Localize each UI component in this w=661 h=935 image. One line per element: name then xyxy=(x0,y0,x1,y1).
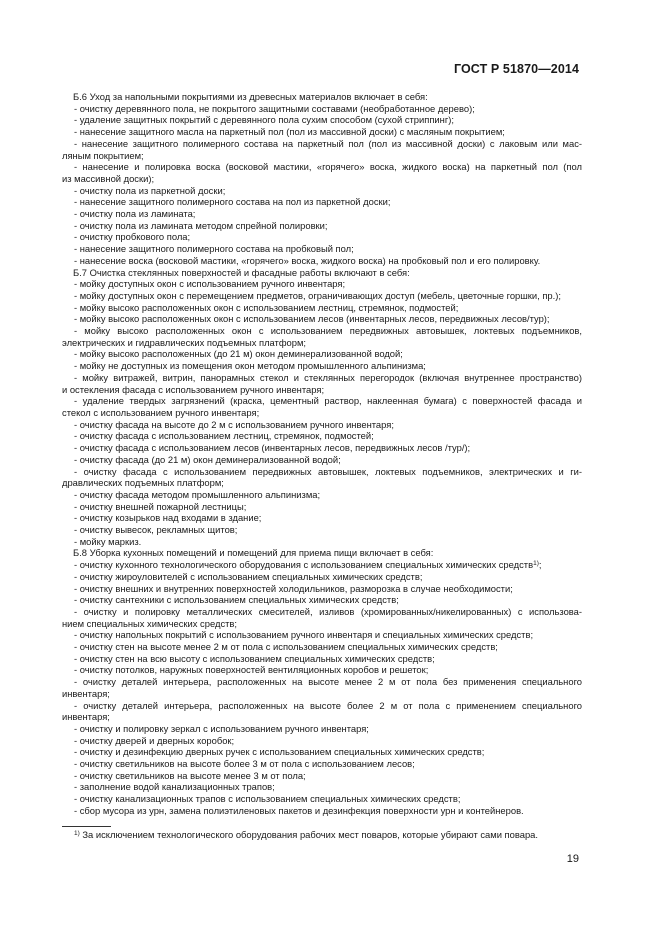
text-line-content: - удаление защитных покрытий с деревянного пола сухим способом (сухой стриппинг); xyxy=(74,114,454,126)
text-line-content: - очистку фасада с использованием лесов (инвентарных лесов, передвижных лесов /тур/); xyxy=(74,442,471,454)
text-line-content: - нанесение защитного полимерного состава на пол из паркетной доски; xyxy=(74,196,391,208)
footnote-reference: 1) xyxy=(533,560,539,568)
text-line xyxy=(62,348,582,360)
text-line xyxy=(62,419,582,431)
text-line-content: - мойку высоко расположенных окон с использованием передвижных автовышек, локтевых подъемников, xyxy=(74,325,582,337)
text-line-content: - очистку и дезинфекцию дверных ручек с использованием специальных химических средств; xyxy=(74,746,485,758)
footnote-divider xyxy=(62,826,111,827)
text-line xyxy=(62,231,582,243)
text-line-content: - очистку внешней пожарной лестницы; xyxy=(74,500,247,512)
text-line xyxy=(62,547,582,559)
text-line-content: стекол с использованием ручного инвентаря; xyxy=(62,406,260,418)
text-line xyxy=(62,337,582,349)
text-line-content: - очистку кухонного технологического оборудования с использованием специальных химических средств xyxy=(74,559,534,571)
text-line-suffix: ; xyxy=(538,559,542,571)
text-line-content: Б.6 Уход за напольными покрытиями из древесных материалов включает в себя: xyxy=(73,91,428,102)
text-line-content: - нанесение и полировка воска (восковой мастики, «горячего» воска, жидкого воска) на паркетный пол (пол xyxy=(74,161,582,173)
text-line xyxy=(62,220,582,232)
text-line xyxy=(62,606,582,618)
text-line-content: - нанесение защитного полимерного состава на пробковый пол; xyxy=(74,243,354,255)
text-line xyxy=(62,489,582,501)
text-line xyxy=(62,559,582,571)
text-line xyxy=(62,395,582,407)
text-line-content: - мойку высоко расположенных (до 21 м) окон деминерализованной водой; xyxy=(74,348,403,360)
text-line-content: - очистку фасада (до 21 м) окон деминерализованной водой; xyxy=(74,453,341,465)
text-line xyxy=(62,770,582,782)
text-line xyxy=(62,103,582,115)
text-line-content: - очистку пола из ламината методом спрейной полировки; xyxy=(74,219,328,231)
text-line xyxy=(62,700,582,712)
text-line xyxy=(62,185,582,197)
text-line xyxy=(62,676,582,688)
text-line xyxy=(62,781,582,793)
text-line xyxy=(62,688,582,700)
text-line xyxy=(62,442,582,454)
text-line xyxy=(62,278,582,290)
text-line-content: из массивной доски); xyxy=(62,172,155,184)
text-line-content: нием специальных химических средств; xyxy=(62,617,238,629)
text-line xyxy=(62,302,582,314)
text-line xyxy=(62,512,582,524)
text-line-content: - очистку и полировку металлических смесителей, изливов (хромированных/никелированных) с использова- xyxy=(74,605,582,617)
text-line-content: ляным покрытием; xyxy=(62,149,144,161)
text-line-content: дравлических подъемных платформ; xyxy=(62,477,224,489)
text-line-content: - очистку пола из паркетной доски; xyxy=(74,184,226,196)
text-line-content: - очистку стен на всю высоту с использованием специальных химических средств; xyxy=(74,652,435,664)
text-line xyxy=(62,454,582,466)
text-line-content: - очистку канализационных трапов с использованием специальных химических средств; xyxy=(74,793,461,805)
text-line xyxy=(62,536,582,548)
text-line xyxy=(62,372,582,384)
text-line-content: - мойку маркиз. xyxy=(74,535,142,547)
text-line-content: Б.7 Очистка стеклянных поверхностей и фасадные работы включают в себя: xyxy=(73,266,410,278)
text-line xyxy=(62,723,582,735)
text-line xyxy=(62,430,582,442)
text-line xyxy=(62,466,582,478)
text-line xyxy=(62,664,582,676)
text-line-content: - очистку деталей интерьера, расположенных на высоте менее 2 м от пола без применения специального xyxy=(74,676,582,688)
text-line-content: - мойку высоко расположенных окон с использованием лестниц, стремянок, подмостей; xyxy=(74,301,459,313)
text-line xyxy=(62,243,582,255)
text-line xyxy=(62,255,582,267)
text-line-content: - мойку высоко расположенных окон с использованием лесов (инвентарных лесов, передвижных лесов/тур); xyxy=(74,313,550,325)
text-line-content: - удаление твердых загрязнений (краска, цементный раствор, наклеенная бумага) с поверхностей фасада и xyxy=(74,395,582,407)
text-line xyxy=(62,313,582,325)
text-line-content: - нанесение защитного масла на паркетный пол (пол из массивной доски) с масляным покрытием; xyxy=(74,126,505,138)
text-line-content: - очистку фасада на высоте до 2 м с использованием ручного инвентаря; xyxy=(74,418,394,430)
text-line-content: - нанесение защитного полимерного состава на паркетный пол (пол из массивной доски) с лаковым или мас- xyxy=(74,137,582,149)
text-line-content: - очистку козырьков над входами в здание; xyxy=(74,512,262,524)
text-line-content: - очистку светильников на высоте более 3 м от пола с использованием лесов; xyxy=(74,758,415,770)
text-line-content: - очистку фасада с использованием передвижных автовышек, локтевых подъемников, электрических и ги- xyxy=(74,465,582,477)
footnote-text: За исключением технологического оборудования рабочих мест поваров, которые убирают сами повара. xyxy=(79,829,538,840)
text-line xyxy=(62,501,582,513)
text-line xyxy=(62,150,582,162)
text-line-content: - мойку витражей, витрин, панорамных стекол и стеклянных перегородок (включая внутреннее пространство) xyxy=(74,371,582,383)
text-line-content: электрических и гидравлических подъемных платформ; xyxy=(62,336,307,348)
text-line xyxy=(62,114,582,126)
text-line-content: - очистку внешних и внутренних поверхностей холодильников, разморозка в случае необходимости; xyxy=(74,582,513,594)
footnote-marker: 1) xyxy=(74,830,80,837)
text-line-content: - очистку напольных покрытий с использованием ручного инвентаря и специальных химических средств; xyxy=(74,629,534,641)
text-line xyxy=(62,583,582,595)
text-line-content: - очистку потолков, наружных поверхностей вентиляционных коробов и решеток; xyxy=(74,664,429,676)
text-line xyxy=(62,735,582,747)
text-line-content: - очистку деталей интерьера, расположенных на высоте более 2 м от пола с применением специального xyxy=(74,699,582,711)
text-line-content: - заполнение водой канализационных трапов; xyxy=(74,781,275,793)
text-line xyxy=(62,524,582,536)
text-line xyxy=(62,407,582,419)
text-line-content: - мойку доступных окон с перемещением предметов, ограничивающих доступ (мебель, цветочные горшки, пр.); xyxy=(74,289,561,301)
text-line-content: Б.8 Уборка кухонных помещений и помещений для приема пищи включает в себя: xyxy=(73,547,434,559)
text-line-content: - очистку жироуловителей с использованием специальных химических средств; xyxy=(74,570,423,582)
text-line-content: - очистку деревянного пола, не покрытого защитными составами (необработанное дерево); xyxy=(74,102,475,114)
text-line xyxy=(62,267,582,279)
text-line-content: - очистку сантехники с использованием специальных химических средств; xyxy=(74,594,399,606)
text-line-content: - очистку пробкового пола; xyxy=(74,231,191,243)
text-line xyxy=(62,711,582,723)
document-body xyxy=(62,91,582,817)
text-line-content: - мойку не доступных из помещения окон методом промышленного альпинизма; xyxy=(74,360,426,372)
text-line xyxy=(62,653,582,665)
text-line xyxy=(62,793,582,805)
page-number: 19 xyxy=(566,853,579,865)
text-line-content: - очистку дверей и дверных коробок; xyxy=(74,734,235,746)
text-line xyxy=(62,477,582,489)
text-line xyxy=(62,629,582,641)
text-line-content: инвентаря; xyxy=(62,687,110,699)
text-line-content: - очистку стен на высоте менее 2 м от пола с использованием специальных химических средств; xyxy=(74,641,498,653)
text-line xyxy=(62,594,582,606)
text-line xyxy=(62,161,582,173)
text-line-content: и остекления фасада с использованием ручного инвентаря; xyxy=(62,383,325,395)
text-line xyxy=(62,290,582,302)
text-line xyxy=(62,126,582,138)
text-line xyxy=(62,173,582,185)
text-line-content: - очистку фасада методом промышленного альпинизма; xyxy=(74,488,321,500)
text-line-content: инвентаря; xyxy=(62,711,110,723)
text-line-content: - очистку светильников на высоте менее 3 м от пола; xyxy=(74,769,306,781)
text-line-content: - мойку доступных окон с использованием ручного инвентаря; xyxy=(74,278,346,290)
text-line xyxy=(62,641,582,653)
document-header: ГОСТ Р 51870—2014 xyxy=(453,62,579,76)
footnote xyxy=(62,829,594,841)
text-line xyxy=(62,196,582,208)
text-line xyxy=(62,758,582,770)
text-line-content: - сбор мусора из урн, замена полиэтиленовых пакетов и дезинфекция поверхности урн и контейнеров. xyxy=(74,804,524,816)
text-line xyxy=(62,325,582,337)
text-line xyxy=(62,746,582,758)
text-line xyxy=(62,618,582,630)
text-line xyxy=(62,571,582,583)
text-line xyxy=(62,360,582,372)
text-line xyxy=(62,138,582,150)
text-line xyxy=(62,805,582,817)
text-line-content: - очистку пола из ламината; xyxy=(74,208,196,220)
text-line xyxy=(62,208,582,220)
text-line xyxy=(62,384,582,396)
text-line-content: - очистку фасада с использованием лестниц, стремянок, подмостей; xyxy=(74,430,374,442)
text-line-content: - очистку и полировку зеркал с использованием ручного инвентаря; xyxy=(74,722,369,734)
text-line-content: - очистку вывесок, рекламных щитов; xyxy=(74,524,238,536)
text-line-content: - нанесение воска (восковой мастики, «горячего» воска, жидкого воска) на пробковый пол и его полировку. xyxy=(74,254,541,266)
text-line xyxy=(62,91,582,103)
